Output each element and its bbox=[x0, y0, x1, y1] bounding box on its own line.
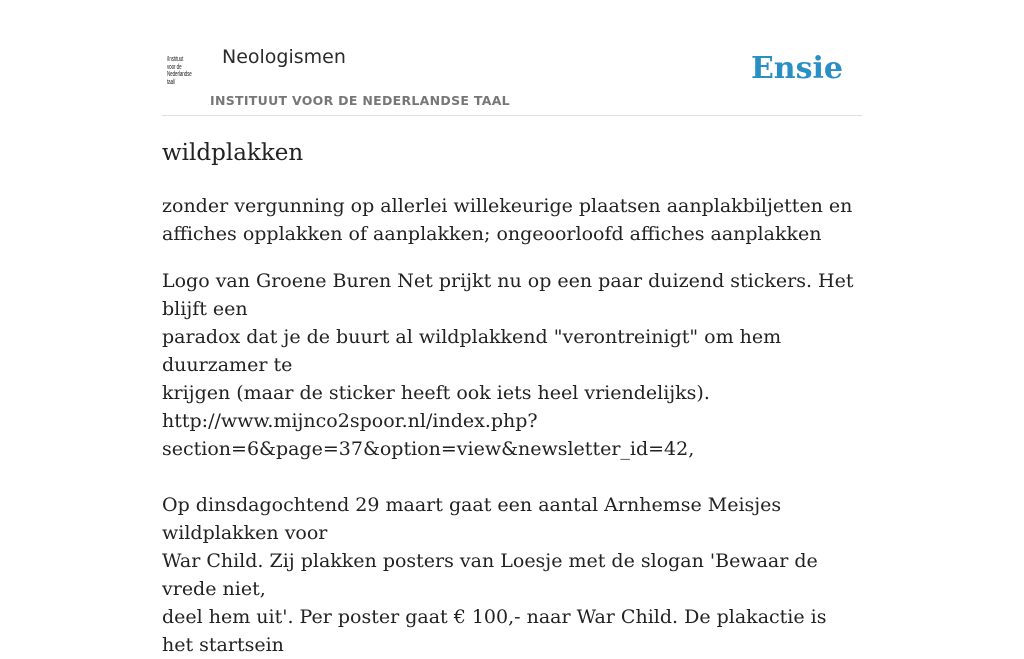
quote-line: Op dinsdagochtend 29 maart gaat een aantal Arnhemse Meisjes wildplakken voor bbox=[162, 494, 782, 544]
ensie-logo-link[interactable]: Ensie bbox=[750, 51, 843, 86]
logo-line: taal/ bbox=[167, 78, 176, 86]
logo-line: /Instituut bbox=[167, 56, 184, 63]
quote-line: Logo van Groene Buren Net prijkt nu op een paar duizend stickers. Het blijft een bbox=[162, 270, 854, 320]
example-quote-1 bbox=[162, 267, 862, 463]
entry-title: wildplakken bbox=[162, 140, 304, 166]
quote-line: War Child. Zij plakken posters van Loesje met de slogan 'Bewaar de vrede niet, bbox=[162, 550, 818, 600]
logo-line: Nederlandse bbox=[167, 71, 192, 79]
entry-definition: zonder vergunning op allerlei willekeurige plaatsen aanplakbiljetten en affiches opplakken of aanplakken; ongeoorloofd affiches aanplakken bbox=[162, 195, 853, 245]
site-name-link[interactable]: Neologismen bbox=[222, 46, 346, 68]
quote-line: deel hem uit'. Per poster gaat € 100,- naar War Child. De plakactie is het startsein bbox=[162, 606, 827, 656]
example-quotes bbox=[162, 267, 862, 659]
quote-source-line: http://www.mijnco2spoor.nl/index.php? bbox=[162, 410, 538, 432]
institute-name: INSTITUUT VOOR DE NEDERLANDSE TAAL bbox=[210, 93, 510, 108]
quote-line: krijgen (maar de sticker heeft ook iets heel vriendelijks). bbox=[162, 382, 710, 404]
site-header bbox=[162, 40, 862, 116]
quote-source-line: section=6&page=37&option=view&newsletter_id=42, bbox=[162, 438, 695, 460]
quote-separator bbox=[162, 463, 862, 491]
ivdnt-logo[interactable] bbox=[166, 54, 208, 90]
quote-line: paradox dat je de buurt al wildplakkend "verontreinigt" om hem duurzamer te bbox=[162, 326, 782, 376]
logo-line: voor de bbox=[167, 63, 182, 71]
example-quote-2 bbox=[162, 491, 862, 659]
